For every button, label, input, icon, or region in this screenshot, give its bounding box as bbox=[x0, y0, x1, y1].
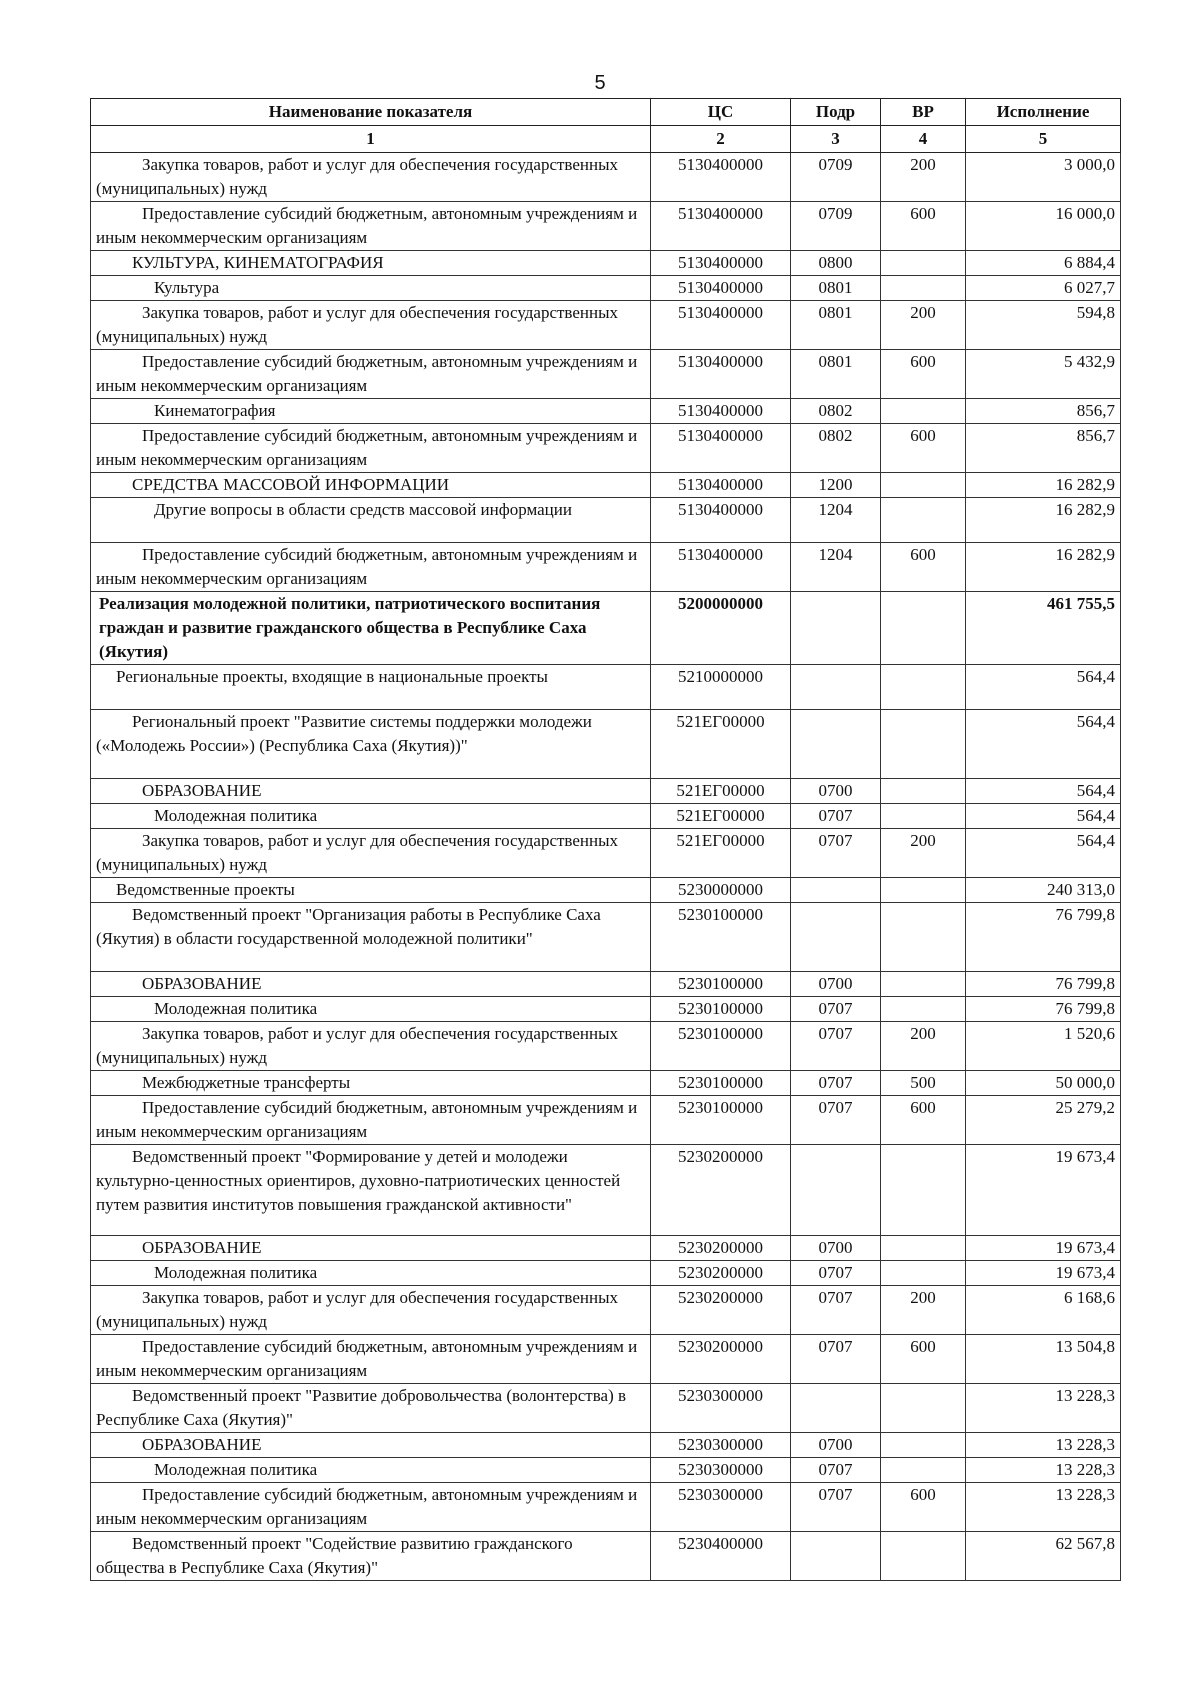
row-name: ОБРАЗОВАНИЕ bbox=[91, 1433, 651, 1458]
row-cs: 5230400000 bbox=[651, 1532, 791, 1581]
row-amount: 19 673,4 bbox=[966, 1145, 1121, 1236]
row-amount: 19 673,4 bbox=[966, 1261, 1121, 1286]
row-name: Другие вопросы в области средств массовой информации bbox=[91, 498, 651, 543]
row-podr bbox=[791, 592, 881, 665]
row-podr bbox=[791, 1145, 881, 1236]
row-cs: 5230200000 bbox=[651, 1335, 791, 1384]
table-row bbox=[91, 972, 1121, 997]
row-name: Предоставление субсидий бюджетным, автономным учреждениям и иным некоммерческим организациям bbox=[91, 350, 651, 399]
row-name: Молодежная политика bbox=[91, 804, 651, 829]
row-amount: 76 799,8 bbox=[966, 903, 1121, 972]
table-row bbox=[91, 1145, 1121, 1236]
row-podr: 0709 bbox=[791, 202, 881, 251]
row-name: Культура bbox=[91, 276, 651, 301]
table-row bbox=[91, 710, 1121, 779]
row-cs: 5210000000 bbox=[651, 665, 791, 710]
table-row bbox=[91, 350, 1121, 399]
table-row bbox=[91, 1384, 1121, 1433]
row-podr: 0707 bbox=[791, 1096, 881, 1145]
table-row bbox=[91, 1483, 1121, 1532]
row-podr: 0707 bbox=[791, 1261, 881, 1286]
table-row bbox=[91, 202, 1121, 251]
row-amount: 594,8 bbox=[966, 301, 1121, 350]
header-vr: ВР bbox=[881, 99, 966, 126]
row-podr: 0700 bbox=[791, 972, 881, 997]
table-row bbox=[91, 1022, 1121, 1071]
row-vr bbox=[881, 878, 966, 903]
row-cs: 5230100000 bbox=[651, 1022, 791, 1071]
row-cs: 5230100000 bbox=[651, 1096, 791, 1145]
row-cs: 5230300000 bbox=[651, 1458, 791, 1483]
row-name: СРЕДСТВА МАССОВОЙ ИНФОРМАЦИИ bbox=[91, 473, 651, 498]
row-cs: 5130400000 bbox=[651, 251, 791, 276]
row-name: Закупка товаров, работ и услуг для обеспечения государственных (муниципальных) нужд bbox=[91, 301, 651, 350]
row-podr: 0707 bbox=[791, 829, 881, 878]
row-name: КУЛЬТУРА, КИНЕМАТОГРАФИЯ bbox=[91, 251, 651, 276]
row-vr: 200 bbox=[881, 153, 966, 202]
table-body bbox=[91, 153, 1121, 1581]
row-vr bbox=[881, 1261, 966, 1286]
row-vr bbox=[881, 1532, 966, 1581]
header-amount: Исполнение bbox=[966, 99, 1121, 126]
row-vr: 600 bbox=[881, 350, 966, 399]
table-row bbox=[91, 153, 1121, 202]
row-amount: 50 000,0 bbox=[966, 1071, 1121, 1096]
row-name: Закупка товаров, работ и услуг для обеспечения государственных (муниципальных) нужд bbox=[91, 153, 651, 202]
row-cs: 5230200000 bbox=[651, 1236, 791, 1261]
row-amount: 564,4 bbox=[966, 829, 1121, 878]
header-cs: ЦС bbox=[651, 99, 791, 126]
row-amount: 856,7 bbox=[966, 424, 1121, 473]
row-amount: 461 755,5 bbox=[966, 592, 1121, 665]
row-amount: 564,4 bbox=[966, 665, 1121, 710]
row-cs: 5230000000 bbox=[651, 878, 791, 903]
row-podr: 0707 bbox=[791, 997, 881, 1022]
row-podr: 1204 bbox=[791, 543, 881, 592]
table-header bbox=[91, 99, 1121, 153]
row-vr: 200 bbox=[881, 829, 966, 878]
row-cs: 5230100000 bbox=[651, 997, 791, 1022]
row-podr: 0802 bbox=[791, 399, 881, 424]
row-vr bbox=[881, 1236, 966, 1261]
row-vr bbox=[881, 498, 966, 543]
row-amount: 13 504,8 bbox=[966, 1335, 1121, 1384]
table-row bbox=[91, 1433, 1121, 1458]
row-name: Ведомственный проект "Содействие развитию гражданского общества в Республике Саха (Якутия)" bbox=[91, 1532, 651, 1581]
row-amount: 564,4 bbox=[966, 804, 1121, 829]
row-amount: 1 520,6 bbox=[966, 1022, 1121, 1071]
row-vr bbox=[881, 399, 966, 424]
row-cs: 5230200000 bbox=[651, 1286, 791, 1335]
row-podr: 0707 bbox=[791, 1483, 881, 1532]
row-podr: 1200 bbox=[791, 473, 881, 498]
row-podr bbox=[791, 903, 881, 972]
row-name: Предоставление субсидий бюджетным, автономным учреждениям и иным некоммерческим организациям bbox=[91, 1483, 651, 1532]
table-row bbox=[91, 1236, 1121, 1261]
row-vr: 600 bbox=[881, 1335, 966, 1384]
row-podr: 0800 bbox=[791, 251, 881, 276]
row-podr: 0707 bbox=[791, 1022, 881, 1071]
header-podr: Подр bbox=[791, 99, 881, 126]
row-amount: 76 799,8 bbox=[966, 972, 1121, 997]
table-row bbox=[91, 779, 1121, 804]
row-vr: 200 bbox=[881, 1286, 966, 1335]
row-amount: 76 799,8 bbox=[966, 997, 1121, 1022]
row-amount: 13 228,3 bbox=[966, 1458, 1121, 1483]
row-podr: 0700 bbox=[791, 779, 881, 804]
row-vr: 200 bbox=[881, 301, 966, 350]
row-cs: 5130400000 bbox=[651, 543, 791, 592]
row-cs: 5230300000 bbox=[651, 1433, 791, 1458]
row-podr bbox=[791, 665, 881, 710]
row-cs: 5230100000 bbox=[651, 903, 791, 972]
row-podr: 0707 bbox=[791, 1286, 881, 1335]
table-row bbox=[91, 1458, 1121, 1483]
table-row bbox=[91, 592, 1121, 665]
row-amount: 16 282,9 bbox=[966, 498, 1121, 543]
row-vr bbox=[881, 1384, 966, 1433]
column-number-row bbox=[91, 126, 1121, 153]
row-name: Молодежная политика bbox=[91, 997, 651, 1022]
row-podr: 1204 bbox=[791, 498, 881, 543]
row-vr bbox=[881, 997, 966, 1022]
row-cs: 5230300000 bbox=[651, 1384, 791, 1433]
table-row bbox=[91, 1532, 1121, 1581]
row-amount: 25 279,2 bbox=[966, 1096, 1121, 1145]
row-podr: 0700 bbox=[791, 1236, 881, 1261]
row-amount: 564,4 bbox=[966, 710, 1121, 779]
row-amount: 13 228,3 bbox=[966, 1483, 1121, 1532]
row-name: Региональный проект "Развитие системы поддержки молодежи («Молодежь России») (Республика Саха (Якутия))" bbox=[91, 710, 651, 779]
table-row bbox=[91, 665, 1121, 710]
table-row bbox=[91, 1335, 1121, 1384]
row-amount: 16 000,0 bbox=[966, 202, 1121, 251]
row-name: ОБРАЗОВАНИЕ bbox=[91, 779, 651, 804]
row-vr: 500 bbox=[881, 1071, 966, 1096]
column-number: 2 bbox=[651, 126, 791, 153]
row-podr: 0707 bbox=[791, 1458, 881, 1483]
table-row bbox=[91, 1261, 1121, 1286]
row-name: Предоставление субсидий бюджетным, автономным учреждениям и иным некоммерческим организациям bbox=[91, 202, 651, 251]
table-row bbox=[91, 903, 1121, 972]
table-row bbox=[91, 804, 1121, 829]
row-vr bbox=[881, 903, 966, 972]
row-vr bbox=[881, 1433, 966, 1458]
row-podr bbox=[791, 710, 881, 779]
row-cs: 5130400000 bbox=[651, 424, 791, 473]
row-vr bbox=[881, 592, 966, 665]
row-name: Межбюджетные трансферты bbox=[91, 1071, 651, 1096]
row-podr: 0709 bbox=[791, 153, 881, 202]
row-amount: 16 282,9 bbox=[966, 543, 1121, 592]
row-vr: 600 bbox=[881, 1096, 966, 1145]
row-name: Предоставление субсидий бюджетным, автономным учреждениям и иным некоммерческим организациям bbox=[91, 1335, 651, 1384]
table-row bbox=[91, 301, 1121, 350]
table-row bbox=[91, 276, 1121, 301]
row-podr bbox=[791, 1532, 881, 1581]
row-name: Ведомственные проекты bbox=[91, 878, 651, 903]
row-vr bbox=[881, 473, 966, 498]
row-podr: 0707 bbox=[791, 1335, 881, 1384]
row-cs: 5230100000 bbox=[651, 972, 791, 997]
row-name: Предоставление субсидий бюджетным, автономным учреждениям и иным некоммерческим организациям bbox=[91, 543, 651, 592]
row-cs: 5230100000 bbox=[651, 1071, 791, 1096]
row-name: Кинематография bbox=[91, 399, 651, 424]
table-row bbox=[91, 498, 1121, 543]
row-name: ОБРАЗОВАНИЕ bbox=[91, 1236, 651, 1261]
row-cs: 5130400000 bbox=[651, 498, 791, 543]
row-vr bbox=[881, 665, 966, 710]
column-number: 3 bbox=[791, 126, 881, 153]
row-amount: 6 027,7 bbox=[966, 276, 1121, 301]
row-vr: 600 bbox=[881, 202, 966, 251]
row-name: Молодежная политика bbox=[91, 1458, 651, 1483]
row-name: Ведомственный проект "Формирование у детей и молодежи культурно-ценностных ориентиров, духовно-патриотических ценностей путем развития институтов повышения гражданской активности" bbox=[91, 1145, 651, 1236]
table-row bbox=[91, 399, 1121, 424]
row-name: Закупка товаров, работ и услуг для обеспечения государственных (муниципальных) нужд bbox=[91, 829, 651, 878]
row-vr bbox=[881, 972, 966, 997]
row-cs: 5130400000 bbox=[651, 399, 791, 424]
row-name: Предоставление субсидий бюджетным, автономным учреждениям и иным некоммерческим организациям bbox=[91, 1096, 651, 1145]
row-amount: 19 673,4 bbox=[966, 1236, 1121, 1261]
table-row bbox=[91, 997, 1121, 1022]
row-podr bbox=[791, 878, 881, 903]
row-cs: 521ЕГ00000 bbox=[651, 779, 791, 804]
row-name: Закупка товаров, работ и услуг для обеспечения государственных (муниципальных) нужд bbox=[91, 1286, 651, 1335]
row-name: ОБРАЗОВАНИЕ bbox=[91, 972, 651, 997]
row-cs: 5130400000 bbox=[651, 202, 791, 251]
table-row bbox=[91, 829, 1121, 878]
row-amount: 16 282,9 bbox=[966, 473, 1121, 498]
table-row bbox=[91, 1096, 1121, 1145]
row-vr: 600 bbox=[881, 543, 966, 592]
row-amount: 564,4 bbox=[966, 779, 1121, 804]
column-number: 4 bbox=[881, 126, 966, 153]
header-name: Наименование показателя bbox=[91, 99, 651, 126]
column-number: 5 bbox=[966, 126, 1121, 153]
row-vr: 600 bbox=[881, 1483, 966, 1532]
row-podr: 0801 bbox=[791, 350, 881, 399]
row-cs: 521ЕГ00000 bbox=[651, 710, 791, 779]
row-cs: 5130400000 bbox=[651, 153, 791, 202]
row-vr bbox=[881, 1458, 966, 1483]
row-cs: 5130400000 bbox=[651, 301, 791, 350]
row-amount: 13 228,3 bbox=[966, 1384, 1121, 1433]
table-row bbox=[91, 473, 1121, 498]
row-cs: 5130400000 bbox=[651, 473, 791, 498]
column-number: 1 bbox=[91, 126, 651, 153]
row-name: Региональные проекты, входящие в национальные проекты bbox=[91, 665, 651, 710]
row-podr: 0700 bbox=[791, 1433, 881, 1458]
row-amount: 3 000,0 bbox=[966, 153, 1121, 202]
row-amount: 6 168,6 bbox=[966, 1286, 1121, 1335]
header-row bbox=[91, 99, 1121, 126]
row-name: Реализация молодежной политики, патриотического воспитания граждан и развитие гражданского общества в Республике Саха (Якутия) bbox=[91, 592, 651, 665]
page-number: 5 bbox=[594, 72, 606, 94]
row-cs: 5230200000 bbox=[651, 1261, 791, 1286]
table-row bbox=[91, 1286, 1121, 1335]
table-row bbox=[91, 251, 1121, 276]
row-name: Закупка товаров, работ и услуг для обеспечения государственных (муниципальных) нужд bbox=[91, 1022, 651, 1071]
row-cs: 5230200000 bbox=[651, 1145, 791, 1236]
row-cs: 5130400000 bbox=[651, 276, 791, 301]
row-amount: 856,7 bbox=[966, 399, 1121, 424]
row-cs: 521ЕГ00000 bbox=[651, 829, 791, 878]
row-vr bbox=[881, 251, 966, 276]
row-vr bbox=[881, 276, 966, 301]
table-row bbox=[91, 878, 1121, 903]
row-name: Ведомственный проект "Организация работы в Республике Саха (Якутия) в области государственной молодежной политики" bbox=[91, 903, 651, 972]
row-amount: 6 884,4 bbox=[966, 251, 1121, 276]
row-cs: 5230300000 bbox=[651, 1483, 791, 1532]
row-vr: 200 bbox=[881, 1022, 966, 1071]
row-name: Предоставление субсидий бюджетным, автономным учреждениям и иным некоммерческим организациям bbox=[91, 424, 651, 473]
row-vr bbox=[881, 710, 966, 779]
budget-table bbox=[90, 98, 1121, 1581]
row-amount: 5 432,9 bbox=[966, 350, 1121, 399]
row-amount: 62 567,8 bbox=[966, 1532, 1121, 1581]
row-vr bbox=[881, 779, 966, 804]
row-podr: 0801 bbox=[791, 301, 881, 350]
table-row bbox=[91, 543, 1121, 592]
row-name: Молодежная политика bbox=[91, 1261, 651, 1286]
row-podr: 0801 bbox=[791, 276, 881, 301]
row-podr: 0707 bbox=[791, 1071, 881, 1096]
row-podr: 0802 bbox=[791, 424, 881, 473]
row-amount: 13 228,3 bbox=[966, 1433, 1121, 1458]
row-cs: 521ЕГ00000 bbox=[651, 804, 791, 829]
row-podr bbox=[791, 1384, 881, 1433]
row-podr: 0707 bbox=[791, 804, 881, 829]
row-vr bbox=[881, 804, 966, 829]
row-vr bbox=[881, 1145, 966, 1236]
table-row bbox=[91, 1071, 1121, 1096]
row-amount: 240 313,0 bbox=[966, 878, 1121, 903]
row-vr: 600 bbox=[881, 424, 966, 473]
row-cs: 5200000000 bbox=[651, 592, 791, 665]
row-cs: 5130400000 bbox=[651, 350, 791, 399]
row-name: Ведомственный проект "Развитие добровольчества (волонтерства) в Республике Саха (Якутия)" bbox=[91, 1384, 651, 1433]
table-row bbox=[91, 424, 1121, 473]
